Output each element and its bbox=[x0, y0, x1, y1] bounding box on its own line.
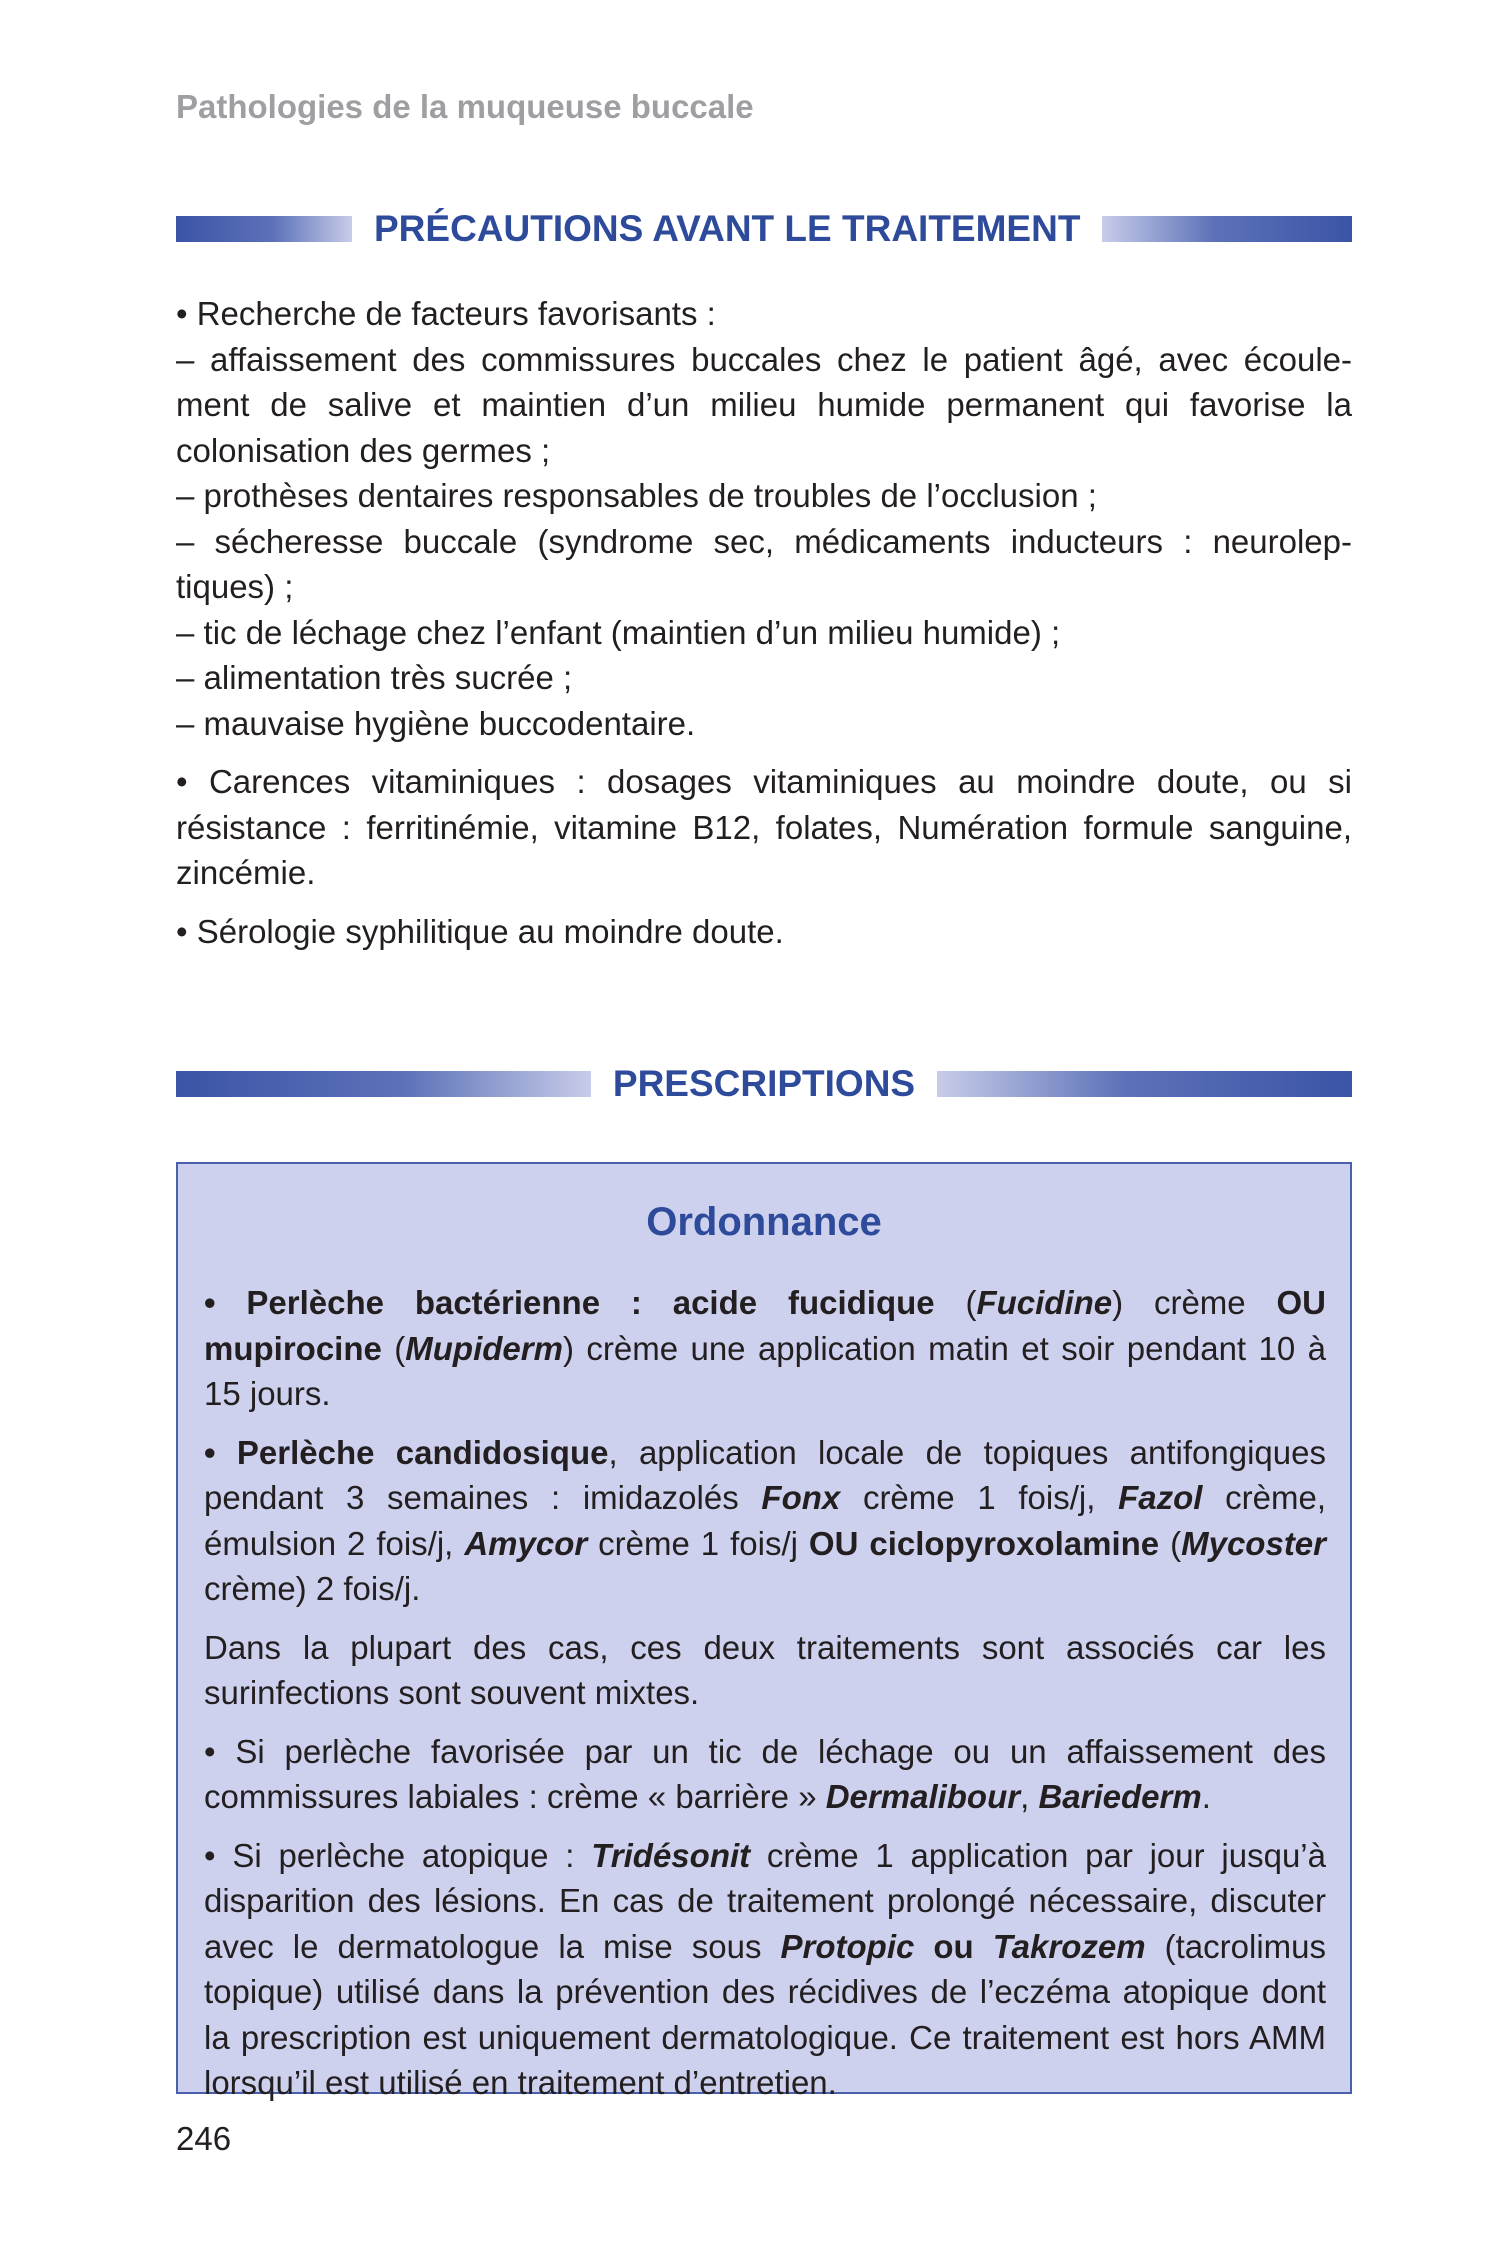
text-run: crème 1 fois/j, bbox=[840, 1479, 1119, 1516]
text-run: , application locale de topiques antifongiques pendant 3 semaines : imidazolés bbox=[204, 1433, 1326, 1516]
heading-bar-left bbox=[176, 216, 352, 242]
ordonnance-paragraph bbox=[204, 1280, 1326, 1417]
precaution-item: – sécheresse buccale (syndrome sec, médicaments inducteurs : neurolep-tiques) ; bbox=[176, 522, 1352, 605]
ordonnance-box bbox=[176, 1162, 1352, 2101]
text-run: ( bbox=[934, 1284, 977, 1321]
drug-brand: Dermalibour bbox=[825, 1778, 1021, 1815]
ordonnance-paragraph bbox=[204, 1430, 1326, 1612]
text-run: , bbox=[1020, 1778, 1039, 1815]
drug-brand: Amycor bbox=[464, 1524, 588, 1562]
ordonnance-title: Ordonnance bbox=[646, 1200, 882, 1244]
ordonnance-text bbox=[204, 1280, 1326, 2119]
drug-brand: Tridésonit bbox=[591, 1836, 751, 1874]
precaution-item: – mauvaise hygiène buccodentaire. bbox=[176, 704, 696, 742]
text-run: • Si perlèche favorisée par un tic de léchage ou un affaissement des commissures labiales : crème « barrière » bbox=[204, 1732, 1326, 1815]
text-run: ( bbox=[381, 1329, 406, 1367]
text-run: . bbox=[1201, 1778, 1211, 1815]
drug-brand: Takrozem bbox=[992, 1927, 1146, 1965]
text-run: crème) 2 fois/j. bbox=[204, 1570, 421, 1607]
precaution-item: – prothèses dentaires responsables de troubles de l’occlusion ; bbox=[176, 477, 1097, 514]
drug-name: OU mupirocine bbox=[204, 1284, 1326, 1367]
drug-indication: • Perlèche candidosique bbox=[204, 1433, 609, 1471]
heading-bar-right bbox=[937, 1071, 1352, 1097]
drug-indication: • Perlèche bactérienne : acide fucidique bbox=[204, 1284, 935, 1321]
precaution-item: – alimentation très sucrée ; bbox=[176, 659, 573, 696]
section-heading-precautions bbox=[176, 201, 1352, 257]
drug-name: OU ciclopyroxolamine bbox=[808, 1524, 1160, 1562]
drug-brand: Fucidine bbox=[976, 1284, 1113, 1321]
ordonnance-paragraph: Dans la plupart des cas, ces deux traitements sont associés car les surinfections sont souvent mixtes. bbox=[204, 1628, 1326, 1711]
text-run: crème, émulsion 2 fois/j, bbox=[204, 1479, 1327, 1562]
precaution-item: – tic de léchage chez l’enfant (maintien d’un milieu humide) ; bbox=[176, 613, 1061, 651]
section-title-prescriptions: PRESCRIPTIONS bbox=[612, 1063, 916, 1104]
ordonnance-paragraph bbox=[204, 1833, 1326, 2106]
drug-brand: Fonx bbox=[761, 1479, 841, 1516]
text-run: ) crème une application matin et soir pendant 10 à 15 jours. bbox=[204, 1329, 1326, 1412]
drug-brand: Mycoster bbox=[1181, 1524, 1326, 1562]
drug-brand: Protopic bbox=[780, 1927, 915, 1965]
precaution-item: • Carences vitaminiques : dosages vitaminiques au moindre doute, ou si résistance : ferritinémie, vitamine B12, folates, Numération formule sanguine, zincémie. bbox=[176, 763, 1352, 891]
precaution-item: • Sérologie syphilitique au moindre doute. bbox=[176, 912, 784, 950]
text-run: ) crème bbox=[1112, 1284, 1277, 1321]
drug-brand: Mupiderm bbox=[405, 1329, 563, 1367]
text-run: ( bbox=[1159, 1524, 1182, 1562]
section-title-precautions: PRÉCAUTIONS AVANT LE TRAITEMENT bbox=[374, 208, 1081, 249]
precautions-body bbox=[176, 291, 1352, 954]
text-run: crème 1 fois/j bbox=[587, 1524, 809, 1562]
heading-bar-left bbox=[176, 1071, 591, 1097]
text-run: ou bbox=[914, 1927, 993, 1965]
heading-bar-right bbox=[1102, 216, 1352, 242]
precaution-item: • Recherche de facteurs favorisants : bbox=[176, 295, 716, 332]
drug-brand: Fazol bbox=[1118, 1479, 1203, 1516]
drug-brand: Bariederm bbox=[1038, 1778, 1202, 1815]
section-heading-prescriptions bbox=[176, 1056, 1352, 1112]
text-run: • Si perlèche atopique : bbox=[204, 1836, 592, 1874]
text-run: crème 1 application par jour jusqu’à disparition des lésions. En cas de traitement prolongé nécessaire, discuter avec le dermatologue la mise sous bbox=[204, 1836, 1326, 1965]
ordonnance-paragraph bbox=[204, 1729, 1326, 1820]
precaution-item: – affaissement des commissures buccales chez le patient âgé, avec écoule-ment de salive et maintien d’un milieu humide permanent qui favorise la colonisation des germes ; bbox=[176, 340, 1352, 469]
running-header: Pathologies de la muqueuse buccale bbox=[176, 88, 754, 125]
text-run: (tacrolimus topique) utilisé dans la prévention des récidives de l’eczéma atopique dont la prescription est uniquement dermatologique. Ce traitement est hors AMM lorsqu’il est utilisé en traitement d’entretien. bbox=[204, 1927, 1326, 2101]
page-number: 246 bbox=[176, 2120, 232, 2157]
